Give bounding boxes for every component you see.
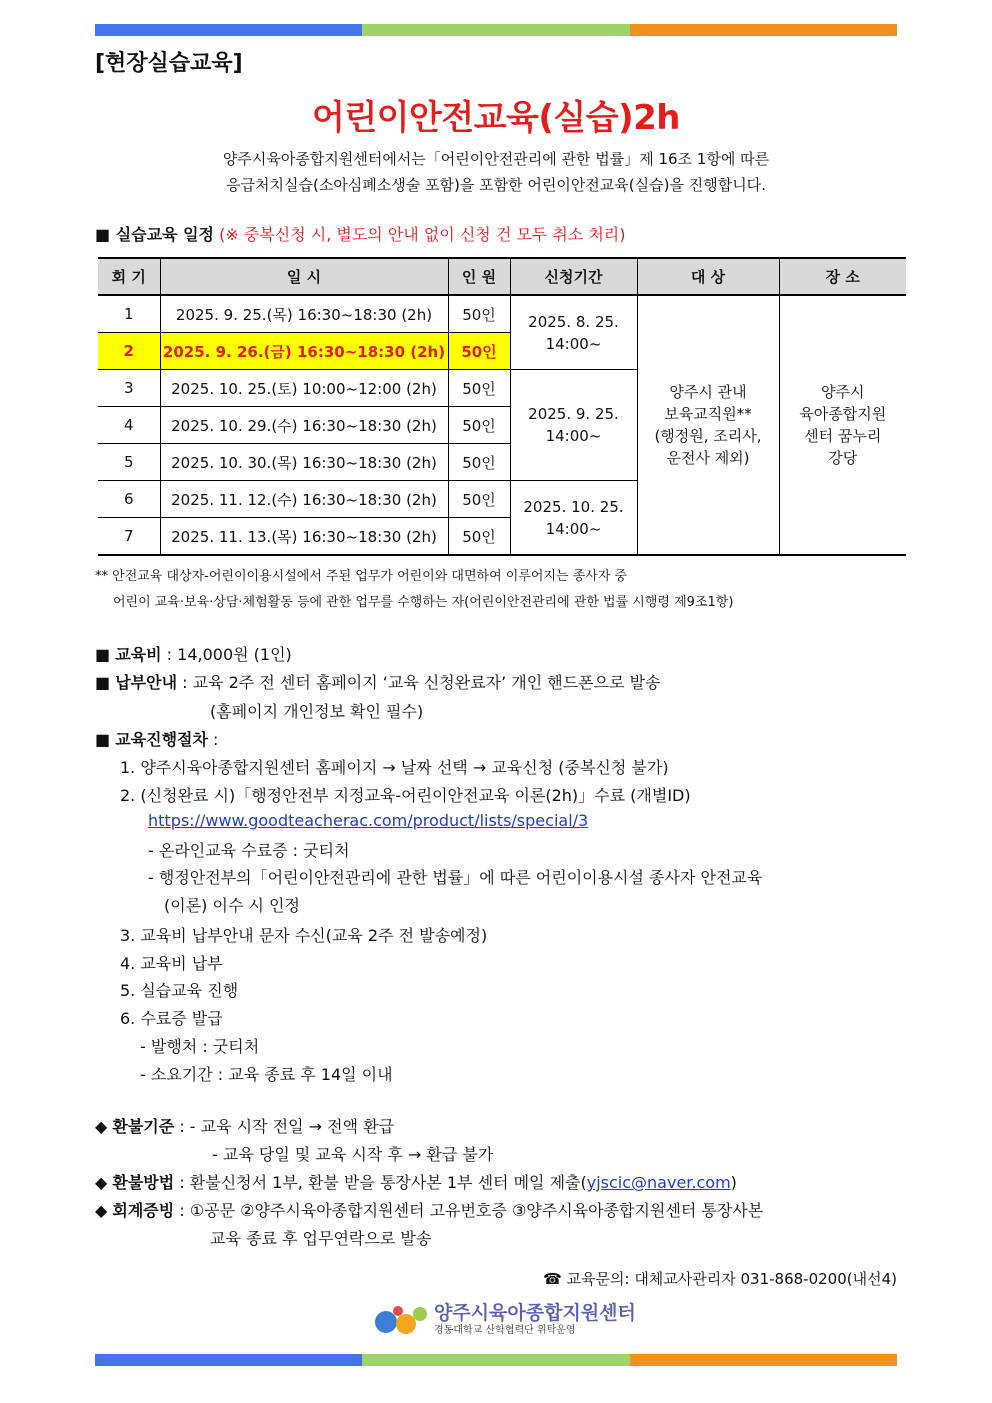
procedure-step-2: 2. (신청완료 시)「행정안전부 지정교육-어린이안전교육 이론(2h)」수료 (개별ID) — [120, 786, 691, 805]
table-row: 3 2025. 10. 25.(토) 10:00~12:00 (2h) 50인 2025. 9. 25. 14:00~ — [98, 370, 906, 407]
table-row: 7 2025. 11. 13.(목) 16:30~18:30 (2h) 50인 — [98, 518, 906, 556]
phone-icon: ☎ — [543, 1270, 562, 1288]
intro-text: 양주시육아종합지원센터에서는「어린이안전관리에 관한 법률」제 16조 1항에 따른 응급처치실습(소아심폐소생술 포함)을 포함한 어린이안전교육(실습)을 진행합니다. — [222, 150, 770, 194]
place-cell: 양주시 육아종합지원 센터 꿈누리 강당 — [779, 295, 906, 555]
fee-line: ■ 교육비 : 14,000원 (1인) — [95, 645, 292, 664]
table-row: 6 2025. 11. 12.(수) 16:30~18:30 (2h) 50인 2025. 10. 25. 14:00~ — [98, 481, 906, 518]
col-session: 회 기 — [98, 258, 160, 295]
procedure-sub-2b: (이론) 이수 시 인정 — [164, 896, 300, 915]
refund-rule: ◆ 환불기준 : - 교육 시작 전일 → 전액 환급 — [95, 1117, 395, 1136]
contact-line: ☎ 교육문의: 대체교사관리자 031-868-0200(내선4) — [543, 1270, 897, 1288]
procedure-step-1: 1. 양주시육아종합지원센터 홈페이지 → 날짜 선택 → 교육신청 (중복신청 불가) — [120, 758, 669, 777]
table-row: 5 2025. 10. 30.(목) 16:30~18:30 (2h) 50인 — [98, 444, 906, 481]
footnote: ** 안전교육 대상자-어린이이용시설에서 주된 업무가 어린이와 대면하여 이루어지는 종사자 중 어린이 교육·보육·상담·체험활동 등에 관한 업무를 수행하는 자(어린이안전관리에 관한 법률 시행령 제9조1항) — [95, 569, 734, 610]
col-period: 신청기간 — [510, 258, 637, 295]
training-link[interactable]: https://www.goodteacherac.com/product/lists/special/3 — [148, 811, 589, 830]
bottom-color-bar — [95, 1354, 897, 1366]
procedure-heading: ■ 교육진행절차 : — [95, 730, 219, 749]
col-target: 대 상 — [637, 258, 779, 295]
accounting: ◆ 회계증빙 : ①공문 ②양주시육아종합지원센터 고유번호증 ③양주시육아종합지원센터 통장사본 — [95, 1201, 764, 1220]
procedure-sub-1: - 온라인교육 수료증 : 굿티처 — [148, 841, 350, 860]
table-row: 4 2025. 10. 29.(수) 16:30~18:30 (2h) 50인 — [98, 407, 906, 444]
issuer-line: - 발행처 : 굿티처 — [140, 1037, 260, 1056]
col-capacity: 인 원 — [448, 258, 510, 295]
duration-line: - 소요기간 : 교육 종료 후 14일 이내 — [140, 1065, 393, 1084]
email-link[interactable]: yjscic@naver.com — [586, 1173, 731, 1192]
top-color-bar — [95, 24, 897, 36]
period-cell: 2025. 9. 25. 14:00~ — [510, 370, 637, 481]
target-cell: 양주시 관내 보육교직원** (행정원, 조리사, 운전사 제외) — [637, 295, 779, 555]
center-logo: 양주시육아종합지원센터 경동대학교 산학협력단 위탁운영 — [372, 1302, 636, 1338]
procedure-step-3: 3. 교육비 납부안내 문자 수신(교육 2주 전 발송예정) — [120, 926, 488, 945]
col-place: 장 소 — [779, 258, 906, 295]
procedure-step-4: 4. 교육비 납부 — [120, 954, 223, 973]
payment-line: ■ 납부안내 : 교육 2주 전 센터 홈페이지 ‘교육 신청완료자’ 개인 핸드폰으로 발송 — [95, 673, 661, 692]
table-row-highlighted: 2 2025. 9. 26.(금) 16:30~18:30 (2h) 50인 — [98, 333, 906, 370]
table-header-row — [98, 258, 906, 295]
schedule-heading: ■ 실습교육 일정 (※ 중복신청 시, 별도의 안내 없이 신청 건 모두 취소 처리) — [95, 225, 626, 244]
page-title: 어린이안전교육(실습)2h — [311, 98, 681, 138]
procedure-sub-2: - 행정안전부의「어린이안전관리에 관한 법률」에 따른 어린이이용시설 종사자 안전교육 — [148, 868, 763, 887]
period-cell: 2025. 10. 25. 14:00~ — [510, 481, 637, 556]
period-cell: 2025. 8. 25. 14:00~ — [510, 295, 637, 370]
refund-method: ◆ 환불방법 : 환불신청서 1부, 환불 받을 통장사본 1부 센터 메일 제출(yjscic@naver.com) — [95, 1173, 737, 1192]
procedure-step-5: 5. 실습교육 진행 — [120, 981, 239, 1000]
logo-mark-icon — [372, 1302, 430, 1338]
schedule-warning: (※ 중복신청 시, 별도의 안내 없이 신청 건 모두 취소 처리) — [219, 225, 626, 244]
category-label: [현장실습교육] — [95, 51, 243, 76]
training-url[interactable] — [148, 811, 588, 830]
payment-line-2: (홈페이지 개인정보 확인 필수) — [210, 702, 424, 721]
refund-rule-2: - 교육 당일 및 교육 시작 후 → 환급 불가 — [212, 1145, 494, 1164]
procedure-step-6: 6. 수료증 발급 — [120, 1009, 223, 1028]
table-row: 1 2025. 9. 25.(목) 16:30~18:30 (2h) 50인 2025. 8. 25. 14:00~ 양주시 관내 보육교직원** (행정원, 조리사, 운전사 제외) 양주시 육아종합지원 센터 꿈누리 강당 — [98, 295, 906, 333]
col-datetime: 일 시 — [160, 258, 448, 295]
accounting-2: 교육 종료 후 업무연락으로 발송 — [210, 1229, 432, 1248]
schedule-table — [98, 257, 906, 556]
